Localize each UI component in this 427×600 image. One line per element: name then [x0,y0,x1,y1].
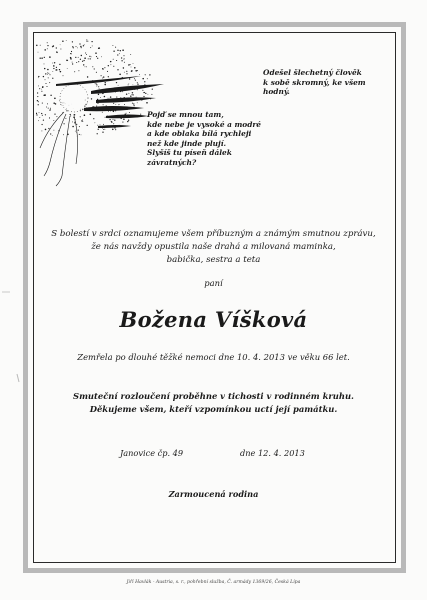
poem-line: Slyšíš tu píseň dálek [147,148,232,158]
top-right-quote [263,68,383,97]
quote-line: hodný. [263,87,290,97]
deceased-name: Božena Víšková [119,307,308,332]
poem-line: Pojď se mnou tam, [147,110,224,119]
ceremony-notice [40,390,387,415]
announcement-line: že nás navždy opustila naše drahá a milovaná maminka, [91,241,336,252]
quote-line: Odešel šlechetný člověk [263,68,362,77]
poem-quote [147,110,267,168]
poem-line: než kde jinde plují. [147,138,227,148]
announcement-text [40,228,387,266]
place: Janovice čp. 49 [120,448,184,458]
poem-line: závratných? [147,157,197,167]
poem-line: a kde oblaka bílá rychleji [147,129,252,139]
poem-line: kde nebe je vysoké a modré [147,119,261,129]
death-notice: Zemřela po dlouhé těžké nemoci dne 10. 4. 2013 ve věku 66 let. [77,352,350,362]
announcement-line: babička, sestra a teta [166,254,261,265]
ceremony-line: Děkujeme všem, kteří vzpomínkou uctí její památku. [89,403,338,414]
date: dne 12. 4. 2013 [240,448,305,458]
announcement-line: S bolestí v srdci oznamujeme všem příbuzným a známým smutnou zprávu, [51,229,376,239]
footer-imprint: Jiří Havlák - Austria, s. r., pohřební služba, Č. armády 1369/26, Česká Lípa [126,580,301,585]
quote-line: k sobě skromný, ke všem [263,77,366,87]
ceremony-line: Smuteční rozloučení proběhne v tichosti v rodinném kruhu. [73,391,354,401]
salutation: paní [204,278,223,288]
signature: Zarmoucená rodina [168,489,259,499]
